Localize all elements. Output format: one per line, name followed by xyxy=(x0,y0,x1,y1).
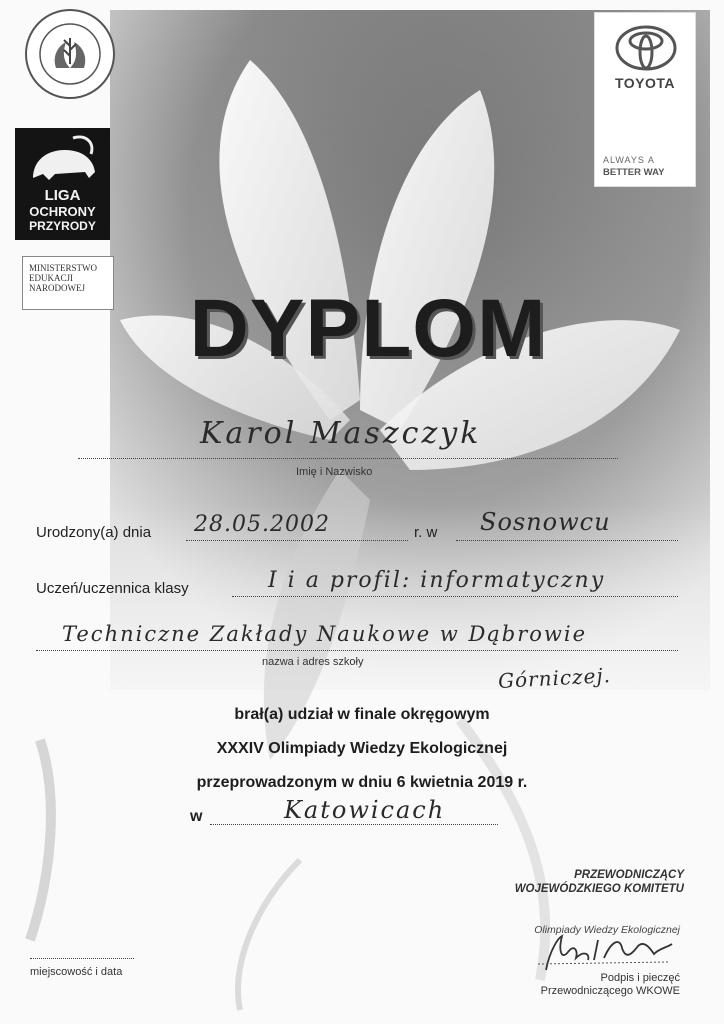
liga-ochrony-przyrody-logo xyxy=(15,128,110,240)
toyota-emblem-icon xyxy=(615,25,677,71)
men-line-2: EDUKACJI xyxy=(29,273,73,283)
chairman-title xyxy=(494,868,684,896)
birth-date-dotted-line xyxy=(186,540,408,541)
name-dotted-line xyxy=(78,458,618,459)
liga-line-3: PRZYRODY xyxy=(29,219,96,233)
body-line-1: brał(a) udział w finale okręgowym xyxy=(234,706,490,723)
body-line-3: przeprowadzonym w dniu 6 kwietnia 2019 r. xyxy=(196,774,528,791)
born-mid-label: r. w xyxy=(414,524,438,541)
olimpiada-logo-icon xyxy=(22,6,118,102)
signature-caption-2: Przewodniczącego WKOWE xyxy=(540,985,680,997)
birth-place-dotted-line xyxy=(456,540,678,541)
school-dotted-line xyxy=(36,650,678,651)
school-name-line-1: Techniczne Zakłady Naukowe w Dąbrowie xyxy=(62,622,588,646)
signature-caption xyxy=(494,972,680,998)
bison-icon xyxy=(15,128,110,188)
liga-line-1: LIGA xyxy=(44,187,81,204)
recipient-name: Karol Maszczyk xyxy=(200,416,482,451)
toyota-sponsor-box xyxy=(594,12,696,187)
olympiad-place: Katowicach xyxy=(284,796,446,824)
signature-caption-1: Podpis i pieczęć xyxy=(600,972,680,984)
body-line-2: XXXIV Olimpiady Wiedzy Ekologicznej xyxy=(216,740,508,757)
chairman-line-1: PRZEWODNICZĄCY xyxy=(574,869,684,881)
men-line-3: NARODOWEJ xyxy=(29,283,85,293)
school-caption: nazwa i adres szkoły xyxy=(262,656,364,668)
school-name-line-2: Górniczej. xyxy=(497,663,612,693)
place-dotted-line xyxy=(210,824,498,825)
toyota-tagline-1: ALWAYS A xyxy=(603,155,655,165)
born-label: Urodzony(a) dnia xyxy=(36,524,152,541)
toyota-tagline-2: BETTER WAY xyxy=(603,167,665,178)
class-dotted-line xyxy=(232,596,678,597)
toyota-name: TOYOTA xyxy=(614,75,676,91)
handwritten-signature xyxy=(528,930,678,974)
place-date-caption: miejscowość i data xyxy=(30,966,123,978)
liga-line-2: OCHRONY xyxy=(29,204,96,219)
place-prefix: w xyxy=(190,808,203,825)
birth-date: 28.05.2002 xyxy=(194,512,330,537)
chairman-line-3: Olimpiady Wiedzy Ekologicznej xyxy=(534,924,680,936)
class-value: I i a profil: informatyczny xyxy=(268,568,606,593)
diploma-title: DYPLOM xyxy=(189,283,547,374)
chairman-line-2: WOJEWÓDZKIEGO KOMITETU xyxy=(514,883,684,895)
place-date-dotted-line xyxy=(30,958,134,959)
ministerstwo-logo xyxy=(22,256,114,310)
men-line-1: MINISTERSTWO xyxy=(29,263,97,273)
birth-place: Sosnowcu xyxy=(480,508,611,536)
class-label: Uczeń/uczennica klasy xyxy=(36,580,189,597)
name-caption: Imię i Nazwisko xyxy=(296,466,373,478)
